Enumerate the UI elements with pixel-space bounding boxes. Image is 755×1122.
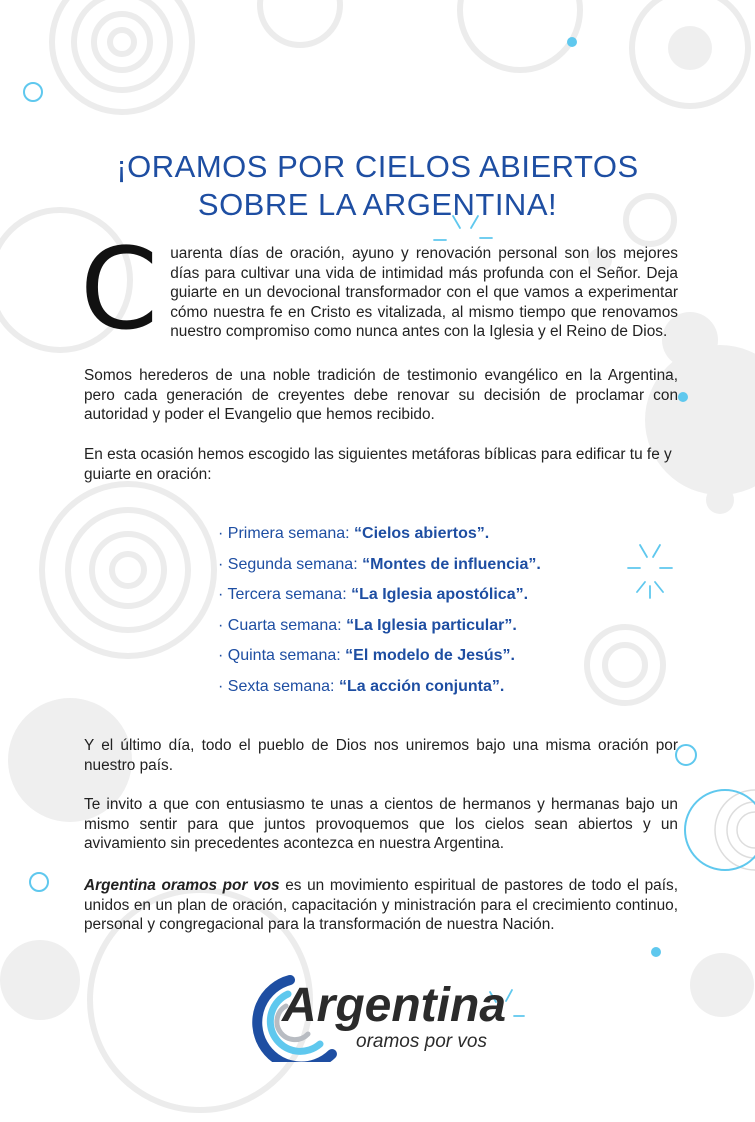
week-theme: “La acción conjunta”.	[338, 677, 505, 695]
movement-name: Argentina oramos por vos	[84, 877, 280, 894]
argentina-oramos-logo	[228, 970, 528, 1062]
page-title	[0, 148, 755, 224]
paragraph-invitation: Te invito a que con entusiasmo te unas a cientos de hermanos y hermanas bajo un mismo sentir para que juntos provoquemos que los cielos sean abiertos y un avivamiento sin precedentes acontezca en nuestra Argentina.	[84, 796, 678, 852]
week-item	[218, 611, 541, 642]
logo-tagline: oramos por vos	[356, 1031, 487, 1052]
week-item	[218, 550, 541, 581]
week-label: · Sexta semana:	[218, 677, 339, 695]
paragraph-heritage: Somos herederos de una noble tradición de testimonio evangélico en la Argentina, pero cada generación de creyentes debe renovar su decisión de proclamar con autoridad y poder el Evangelio que hemos recibido.	[84, 367, 678, 423]
week-item	[218, 641, 541, 672]
intro-text: uarenta días de oración, ayuno y renovación personal son los mejores días para cultivar una vida de intimidad más profunda con el Señor. Deja guiarte en un devocional transformador con el que vamos a experimentar cómo nuestra fe en Cristo es vitalizada, al mismo tiempo que renovamos nuestro compromiso como nunca antes con la Iglesia y el Reino de Dios.	[170, 245, 678, 340]
week-item	[218, 519, 541, 550]
title-line-2: SOBRE LA ARGENTINA!	[197, 187, 558, 222]
week-theme: “El modelo de Jesús”.	[345, 647, 515, 664]
week-label: · Segunda semana:	[218, 555, 363, 573]
week-theme: “Cielos abiertos”.	[354, 525, 490, 542]
week-label: · Cuarta semana:	[218, 616, 347, 634]
intro-paragraph	[80, 225, 678, 355]
week-label: · Primera semana:	[218, 525, 355, 542]
logo-wordmark: Argentina	[282, 979, 507, 1032]
paragraph-last-day: Y el último día, todo el pueblo de Dios nos uniremos bajo una misma oración por nuestro país.	[84, 737, 678, 774]
drop-cap: C	[80, 225, 159, 355]
paragraph-metaphors: En esta ocasión hemos escogido las siguientes metáforas bíblicas para edificar tu fe y guiarte en oración:	[84, 446, 672, 483]
weeks-list	[218, 519, 541, 702]
movement-description: es un movimiento espiritual de pastores de todo el país, unidos en un plan de oración, capacitación y ministración para el crecimiento continuo, personal y congregacional para la transformación de nuestra Nación.	[84, 877, 678, 933]
paragraph-movement	[84, 876, 678, 935]
week-label: · Tercera semana:	[218, 586, 352, 603]
week-theme: “La Iglesia apostólica”.	[351, 586, 529, 603]
title-line-1: ¡ORAMOS POR CIELOS ABIERTOS	[116, 149, 639, 184]
week-label: · Quinta semana:	[218, 647, 346, 664]
week-item	[218, 672, 541, 703]
week-theme: “La Iglesia particular”.	[346, 616, 517, 634]
week-item	[218, 580, 541, 611]
week-theme: “Montes de influencia”.	[362, 555, 541, 573]
